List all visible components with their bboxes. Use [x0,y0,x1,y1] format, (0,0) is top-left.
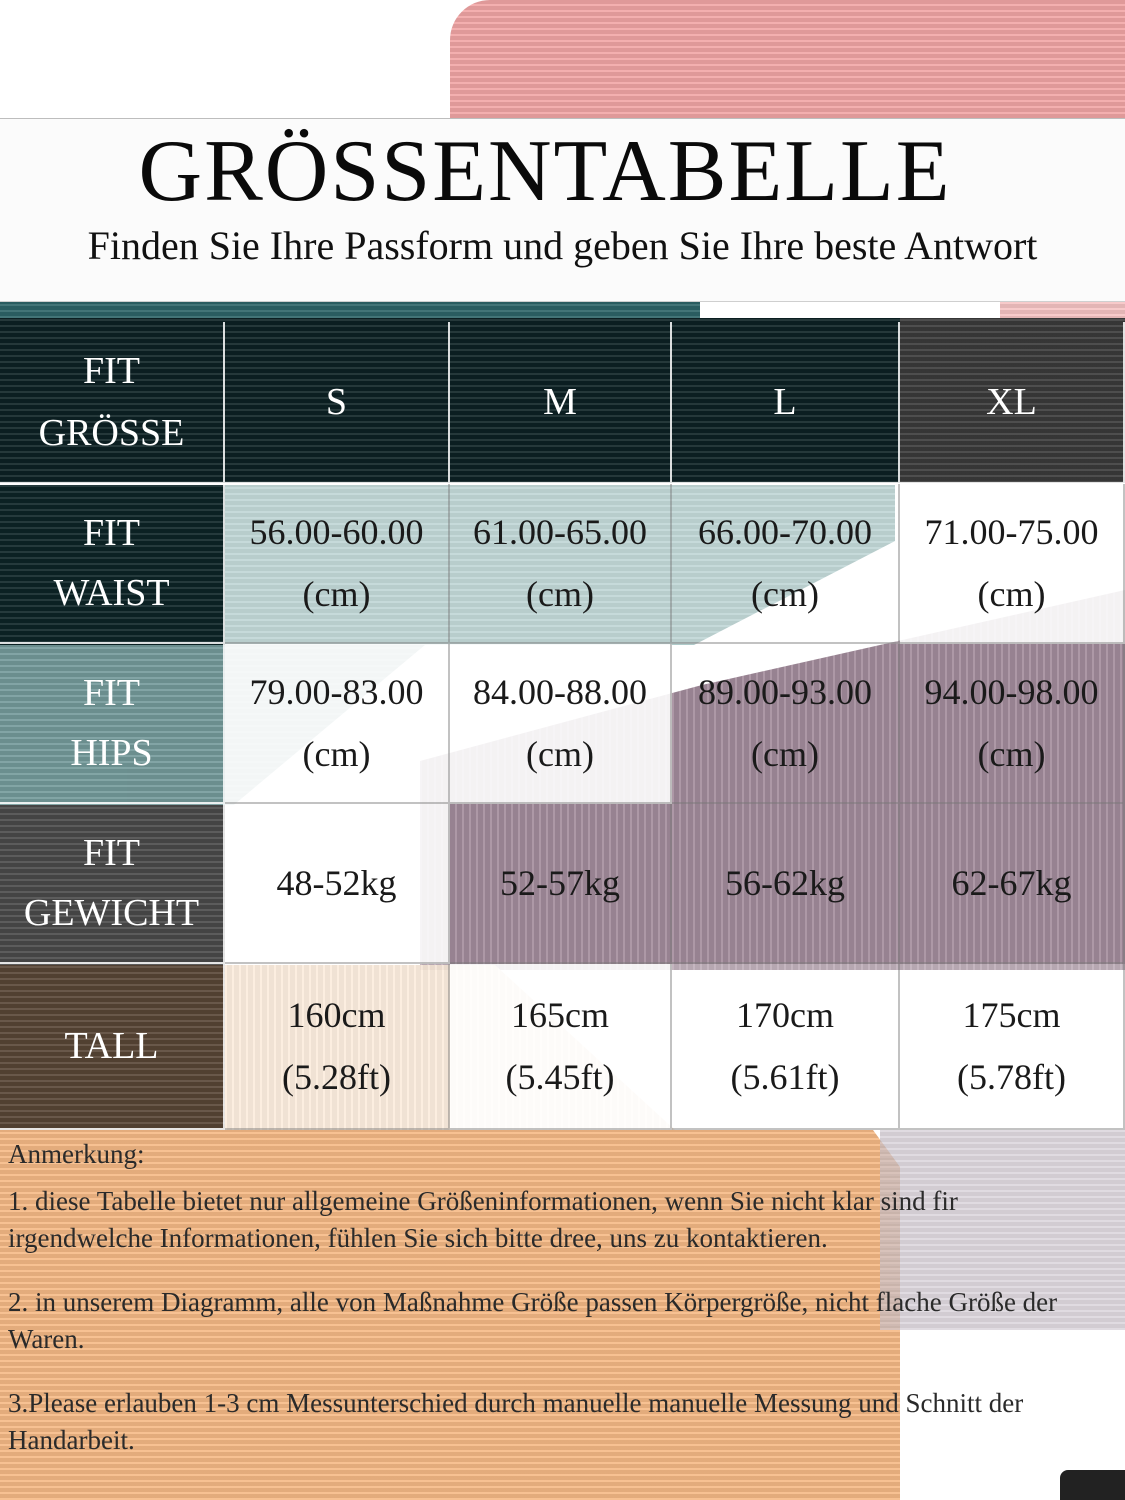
cell-unit: (5.45ft) [505,1057,615,1097]
cell-value: 94.00-98.00 [924,672,1099,712]
table-cell [672,484,900,644]
cell-unit: (cm) [977,734,1046,774]
cell-value: 56-62kg [725,863,845,903]
pink-fabric-decoration [450,0,1125,120]
cell-unit: (cm) [526,574,594,614]
row-label-line: FIT [83,832,140,874]
row-label-line: FIT [83,672,140,714]
table-cell [672,644,900,804]
page-title: GRÖSSENTABELLE [138,123,952,220]
corner-label-line: FIT [83,350,140,392]
row-label-gewicht [0,804,225,964]
size-label: S [325,381,348,423]
row-label-tall [0,964,225,1130]
cell-value: 52-57kg [500,863,620,903]
corner-label-line: GRÖSSE [38,412,185,454]
cell-unit: (cm) [751,734,819,774]
size-chart-table [0,322,1125,1130]
table-cell [450,804,672,964]
cell-value: 71.00-75.00 [924,512,1099,552]
cell-value: 84.00-88.00 [473,672,647,712]
row-label-hips [0,644,225,804]
cell-value: 48-52kg [276,863,397,903]
row-label-line: FIT [83,512,140,554]
table-cell [900,964,1125,1130]
table-cell [672,804,900,964]
cell-unit: (cm) [302,734,371,774]
row-label-line: TALL [64,1025,159,1067]
table-cell [450,484,672,644]
teal-fabric-edge [0,300,700,318]
size-label: M [543,381,577,423]
cell-unit: (5.78ft) [957,1057,1066,1097]
cell-unit: (cm) [751,574,819,614]
table-cell [672,964,900,1130]
size-header-m [450,322,672,484]
note-item: 1. diese Tabelle bietet nur allgemeine Größeninformationen, wenn Sie nicht klar sind fir irgendwelche Informationen, fühlen Sie sich bitte dree, uns zu kontaktieren. [8,1186,958,1253]
table-cell [450,964,672,1130]
cell-value: 66.00-70.00 [698,512,872,552]
table-cell [225,644,450,804]
header-corner-cell [0,322,225,484]
cell-unit: (cm) [526,734,594,774]
table-cell [225,484,450,644]
size-label: XL [986,381,1037,423]
cell-value: 165cm [511,995,609,1035]
cell-unit: (cm) [977,574,1046,614]
notes-section [8,1136,1108,1486]
size-header-l [672,322,900,484]
note-item: 3.Please erlauben 1-3 cm Messunterschied durch manuelle manuelle Messung und Schnitt der Handarbeit. [8,1388,1024,1455]
notes-heading: Anmerkung: [8,1139,145,1169]
table-cell [900,644,1125,804]
cell-value: 79.00-83.00 [249,672,424,712]
cell-value: 175cm [962,995,1061,1035]
cell-value: 89.00-93.00 [698,672,872,712]
size-header-s [225,322,450,484]
table-cell [900,484,1125,644]
table-cell [225,964,450,1130]
row-label-line: WAIST [53,572,170,614]
cell-unit: (5.28ft) [282,1057,391,1097]
cell-value: 62-67kg [951,863,1072,903]
table-cell [450,644,672,804]
cell-unit: (5.61ft) [730,1057,840,1097]
size-label: L [773,381,797,423]
page-subtitle: Finden Sie Ihre Passform und geben Sie Ihre beste Antwort [87,223,1038,268]
cell-value: 160cm [287,995,386,1035]
note-item: 2. in unserem Diagramm, alle von Maßnahme Größe passen Körpergröße, nicht flache Größe der Waren. [8,1287,1058,1354]
table-cell [900,804,1125,964]
cell-value: 170cm [736,995,834,1035]
cell-value: 56.00-60.00 [249,512,424,552]
size-header-xl [900,322,1125,484]
cell-value: 61.00-65.00 [473,512,647,552]
table-cell [225,804,450,964]
row-label-line: GEWICHT [23,892,200,934]
row-label-line: HIPS [70,732,153,774]
row-label-waist [0,484,225,644]
cell-unit: (cm) [302,574,371,614]
